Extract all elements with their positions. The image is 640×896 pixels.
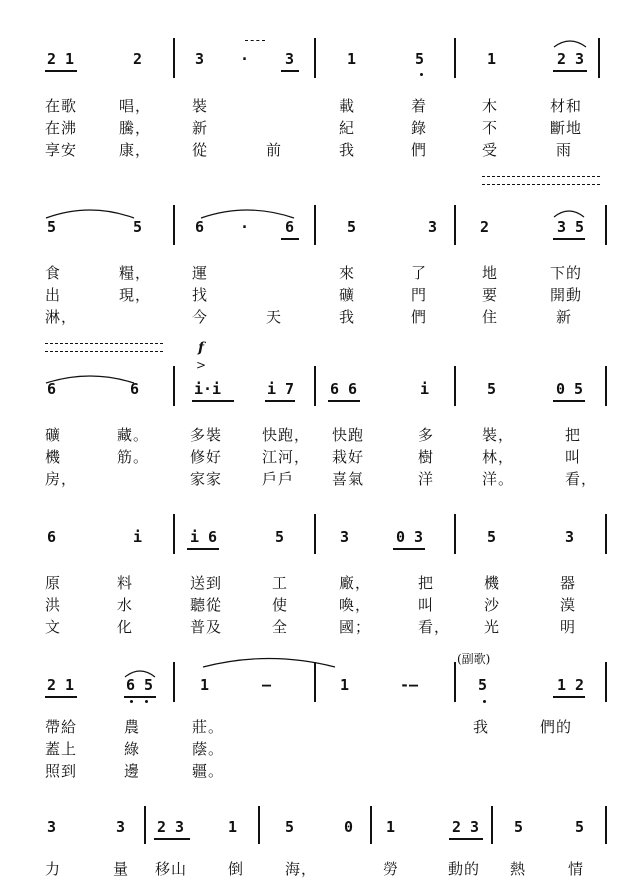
bar-line: [173, 662, 175, 702]
lyric: 從: [192, 141, 209, 159]
note: 1: [228, 818, 238, 836]
note: 5: [133, 218, 143, 236]
note: 5: [275, 528, 285, 546]
bar-line: [144, 806, 146, 844]
lyric: 我: [339, 141, 356, 159]
note: 6: [47, 528, 57, 546]
lyric: 康，: [119, 141, 152, 159]
underline: [192, 400, 234, 402]
note: 2 3: [557, 50, 585, 68]
note: 2 1: [47, 676, 75, 694]
note: 3: [285, 50, 295, 68]
underline: [187, 548, 219, 550]
underline: [281, 70, 299, 72]
note: ·: [240, 50, 250, 68]
note: 5: [47, 218, 57, 236]
bar-line: [173, 38, 175, 78]
lyric: 器: [560, 574, 577, 592]
note: i: [420, 380, 430, 398]
bar-line: [598, 38, 600, 78]
accent-mark: >: [196, 358, 207, 372]
bar-line: [605, 205, 607, 245]
bar-line: [173, 205, 175, 245]
lyric: 斷地: [550, 119, 583, 137]
note: 6 6: [330, 380, 358, 398]
lyric: 天: [266, 308, 283, 326]
lyric: 我: [339, 308, 356, 326]
note: 6: [285, 218, 295, 236]
refrain-label: (副歌): [457, 652, 491, 666]
bar-line: [173, 366, 175, 406]
lyric: 在歌: [45, 97, 78, 115]
lyric: 材和: [550, 97, 583, 115]
lyric: 文: [45, 618, 62, 636]
underline: [553, 400, 585, 402]
note: 0: [344, 818, 354, 836]
lyric: 快跑: [332, 426, 365, 444]
note: 1: [340, 676, 350, 694]
mark: [45, 351, 163, 353]
slur: [45, 372, 135, 384]
lyric: 騰，: [119, 119, 152, 137]
lyric: 新: [556, 308, 573, 326]
tie: [202, 654, 336, 668]
mark: [45, 343, 163, 345]
note: 2 3: [452, 818, 480, 836]
lyric: 木: [482, 97, 499, 115]
lyric: 找: [192, 286, 209, 304]
lyric: 洪: [45, 596, 62, 614]
lower-octave-dot: [420, 73, 423, 76]
underline: [45, 70, 77, 72]
lyric: 在沸: [45, 119, 78, 137]
lyric: 化: [117, 618, 134, 636]
note: 1: [200, 676, 210, 694]
note: 5: [285, 818, 295, 836]
lyric: 筋。: [117, 448, 150, 466]
lyric: 看，: [565, 470, 598, 488]
note: 0 3: [396, 528, 424, 546]
lyric: 修好: [190, 448, 223, 466]
note: 5: [514, 818, 524, 836]
note: 3: [565, 528, 575, 546]
lyric: 機: [484, 574, 501, 592]
lyric: 門: [411, 286, 428, 304]
note: 1: [347, 50, 357, 68]
note: 1 2: [557, 676, 585, 694]
lyric: 照到: [45, 762, 78, 780]
bar-line: [605, 806, 607, 844]
lyric: 綠: [124, 740, 141, 758]
note: 5: [575, 818, 585, 836]
mark: [245, 40, 265, 42]
lyric: 倒: [228, 860, 245, 878]
lyric: 國；: [339, 618, 372, 636]
lyric: 今: [192, 308, 209, 326]
lyric: 蔭。: [192, 740, 225, 758]
lyric: 勞: [383, 860, 400, 878]
bar-line: [491, 806, 493, 844]
lyric: 家家: [190, 470, 223, 488]
note: 6: [195, 218, 205, 236]
note: 6: [47, 380, 57, 398]
lower-octave-dot: [483, 700, 486, 703]
lyric: 了: [411, 264, 428, 282]
slur: [553, 208, 585, 218]
lyric: 開動: [550, 286, 583, 304]
lyric: 不: [482, 119, 499, 137]
lyric: 動的: [448, 860, 481, 878]
note: 2 1: [47, 50, 75, 68]
lyric: 林，: [482, 448, 515, 466]
note: 5: [347, 218, 357, 236]
lyric: 全: [272, 618, 289, 636]
lyric: 蓋上: [45, 740, 78, 758]
note: 2 3: [157, 818, 185, 836]
lyric: 着: [411, 97, 428, 115]
lower-octave-dot: [130, 700, 133, 703]
bar-line: [258, 806, 260, 844]
lyric: 把: [565, 426, 582, 444]
underline: [553, 696, 585, 698]
bar-line: [454, 662, 456, 702]
lyric: 住: [482, 308, 499, 326]
underline: [154, 838, 190, 840]
underline: [45, 696, 77, 698]
lyric: 下的: [550, 264, 583, 282]
lyric: 送到: [190, 574, 223, 592]
note: 3: [195, 50, 205, 68]
lyric: 食: [45, 264, 62, 282]
underline: [328, 400, 360, 402]
underline: [124, 696, 156, 698]
note: 5: [415, 50, 425, 68]
lyric: 原: [45, 574, 62, 592]
lyric: 我: [473, 718, 490, 736]
lyric: 水: [117, 596, 134, 614]
bar-line: [605, 514, 607, 554]
note: 1: [386, 818, 396, 836]
note: i 7: [267, 380, 295, 398]
note: 3: [116, 818, 126, 836]
lyric: 使: [272, 596, 289, 614]
lyric: 力: [45, 860, 62, 878]
lyric: 聽從: [190, 596, 223, 614]
dynamic-marking: f: [198, 340, 205, 356]
lyric: 們的: [540, 718, 573, 736]
lyric: 莊。: [192, 718, 225, 736]
lyric: 看，: [418, 618, 451, 636]
lyric: 叫: [565, 448, 582, 466]
note: -—: [400, 676, 419, 694]
lyric: 戶戶: [262, 470, 295, 488]
underline: [281, 238, 299, 240]
underline: [553, 70, 587, 72]
note: 3: [428, 218, 438, 236]
lyric: 疆。: [192, 762, 225, 780]
underline: [449, 838, 483, 840]
lyric: 裝: [192, 97, 209, 115]
lyric: 叫: [418, 596, 435, 614]
note: i: [133, 528, 143, 546]
lyric: 們: [411, 141, 428, 159]
note: 3 5: [557, 218, 585, 236]
mark: [482, 176, 600, 178]
underline: [265, 400, 295, 402]
lyric: 海，: [285, 860, 318, 878]
note: 6 5: [126, 676, 154, 694]
lyric: 廠，: [339, 574, 372, 592]
bar-line: [314, 366, 316, 406]
lyric: 房，: [45, 470, 78, 488]
lyric: 載: [339, 97, 356, 115]
note: 5: [487, 528, 497, 546]
bar-line: [314, 514, 316, 554]
lyric: 邊: [124, 762, 141, 780]
lyric: 喚，: [339, 596, 372, 614]
note: —: [262, 676, 272, 694]
lyric: 藏。: [117, 426, 150, 444]
note: 5: [478, 676, 488, 694]
bar-line: [605, 366, 607, 406]
note: i 6: [190, 528, 218, 546]
bar-line: [173, 514, 175, 554]
lyric: 紀: [339, 119, 356, 137]
slur: [45, 206, 135, 220]
bar-line: [454, 514, 456, 554]
bar-line: [314, 205, 316, 245]
lyric: 要: [482, 286, 499, 304]
lyric: 漠: [560, 596, 577, 614]
lyric: 雨: [556, 141, 573, 159]
lyric: 快跑，: [262, 426, 311, 444]
note: 6: [130, 380, 140, 398]
lyric: 熱: [510, 860, 527, 878]
lyric: 礦: [45, 426, 62, 444]
lyric: 工: [272, 574, 289, 592]
lyric: 帶給: [45, 718, 78, 736]
lyric: 們: [411, 308, 428, 326]
slur: [553, 38, 587, 48]
lyric: 現，: [119, 286, 152, 304]
lyric: 量: [113, 860, 130, 878]
lyric: 唱，: [119, 97, 152, 115]
note: 0 5: [556, 380, 584, 398]
note: 2: [133, 50, 143, 68]
lyric: 洋: [418, 470, 435, 488]
bar-line: [454, 205, 456, 245]
lyric: 受: [482, 141, 499, 159]
bar-line: [454, 366, 456, 406]
lyric: 普及: [190, 618, 223, 636]
lower-octave-dot: [145, 700, 148, 703]
bar-line: [454, 38, 456, 78]
lyric: 沙: [484, 596, 501, 614]
lyric: 栽好: [332, 448, 365, 466]
note: ·: [240, 218, 250, 236]
lyric: 錄: [411, 119, 428, 137]
lyric: 喜氣: [332, 470, 365, 488]
lyric: 把: [418, 574, 435, 592]
underline: [393, 548, 425, 550]
mark: [482, 184, 600, 186]
lyric: 地: [482, 264, 499, 282]
lyric: 光: [484, 618, 501, 636]
lyric: 新: [192, 119, 209, 137]
lyric: 移山: [155, 860, 188, 878]
note: 1: [487, 50, 497, 68]
lyric: 洋。: [482, 470, 515, 488]
lyric: 機: [45, 448, 62, 466]
lyric: 礦: [339, 286, 356, 304]
lyric: 情: [568, 860, 585, 878]
lyric: 明: [560, 618, 577, 636]
note: 3: [47, 818, 57, 836]
lyric: 多: [418, 426, 435, 444]
bar-line: [314, 662, 316, 702]
lyric: 農: [124, 718, 141, 736]
bar-line: [370, 806, 372, 844]
lyric: 來: [339, 264, 356, 282]
note: 3: [340, 528, 350, 546]
note: i·i: [194, 380, 222, 398]
note: 5: [487, 380, 497, 398]
lyric: 運: [192, 264, 209, 282]
lyric: 多裝: [190, 426, 223, 444]
bar-line: [314, 38, 316, 78]
lyric: 江河，: [262, 448, 311, 466]
underline: [553, 238, 585, 240]
lyric: 糧，: [119, 264, 152, 282]
lyric: 出: [45, 286, 62, 304]
lyric: 淋，: [45, 308, 78, 326]
bar-line: [605, 662, 607, 702]
lyric: 樹: [418, 448, 435, 466]
lyric: 前: [266, 141, 283, 159]
note: 2: [480, 218, 490, 236]
lyric: 料: [117, 574, 134, 592]
lyric: 裝，: [482, 426, 515, 444]
lyric: 享安: [45, 141, 78, 159]
